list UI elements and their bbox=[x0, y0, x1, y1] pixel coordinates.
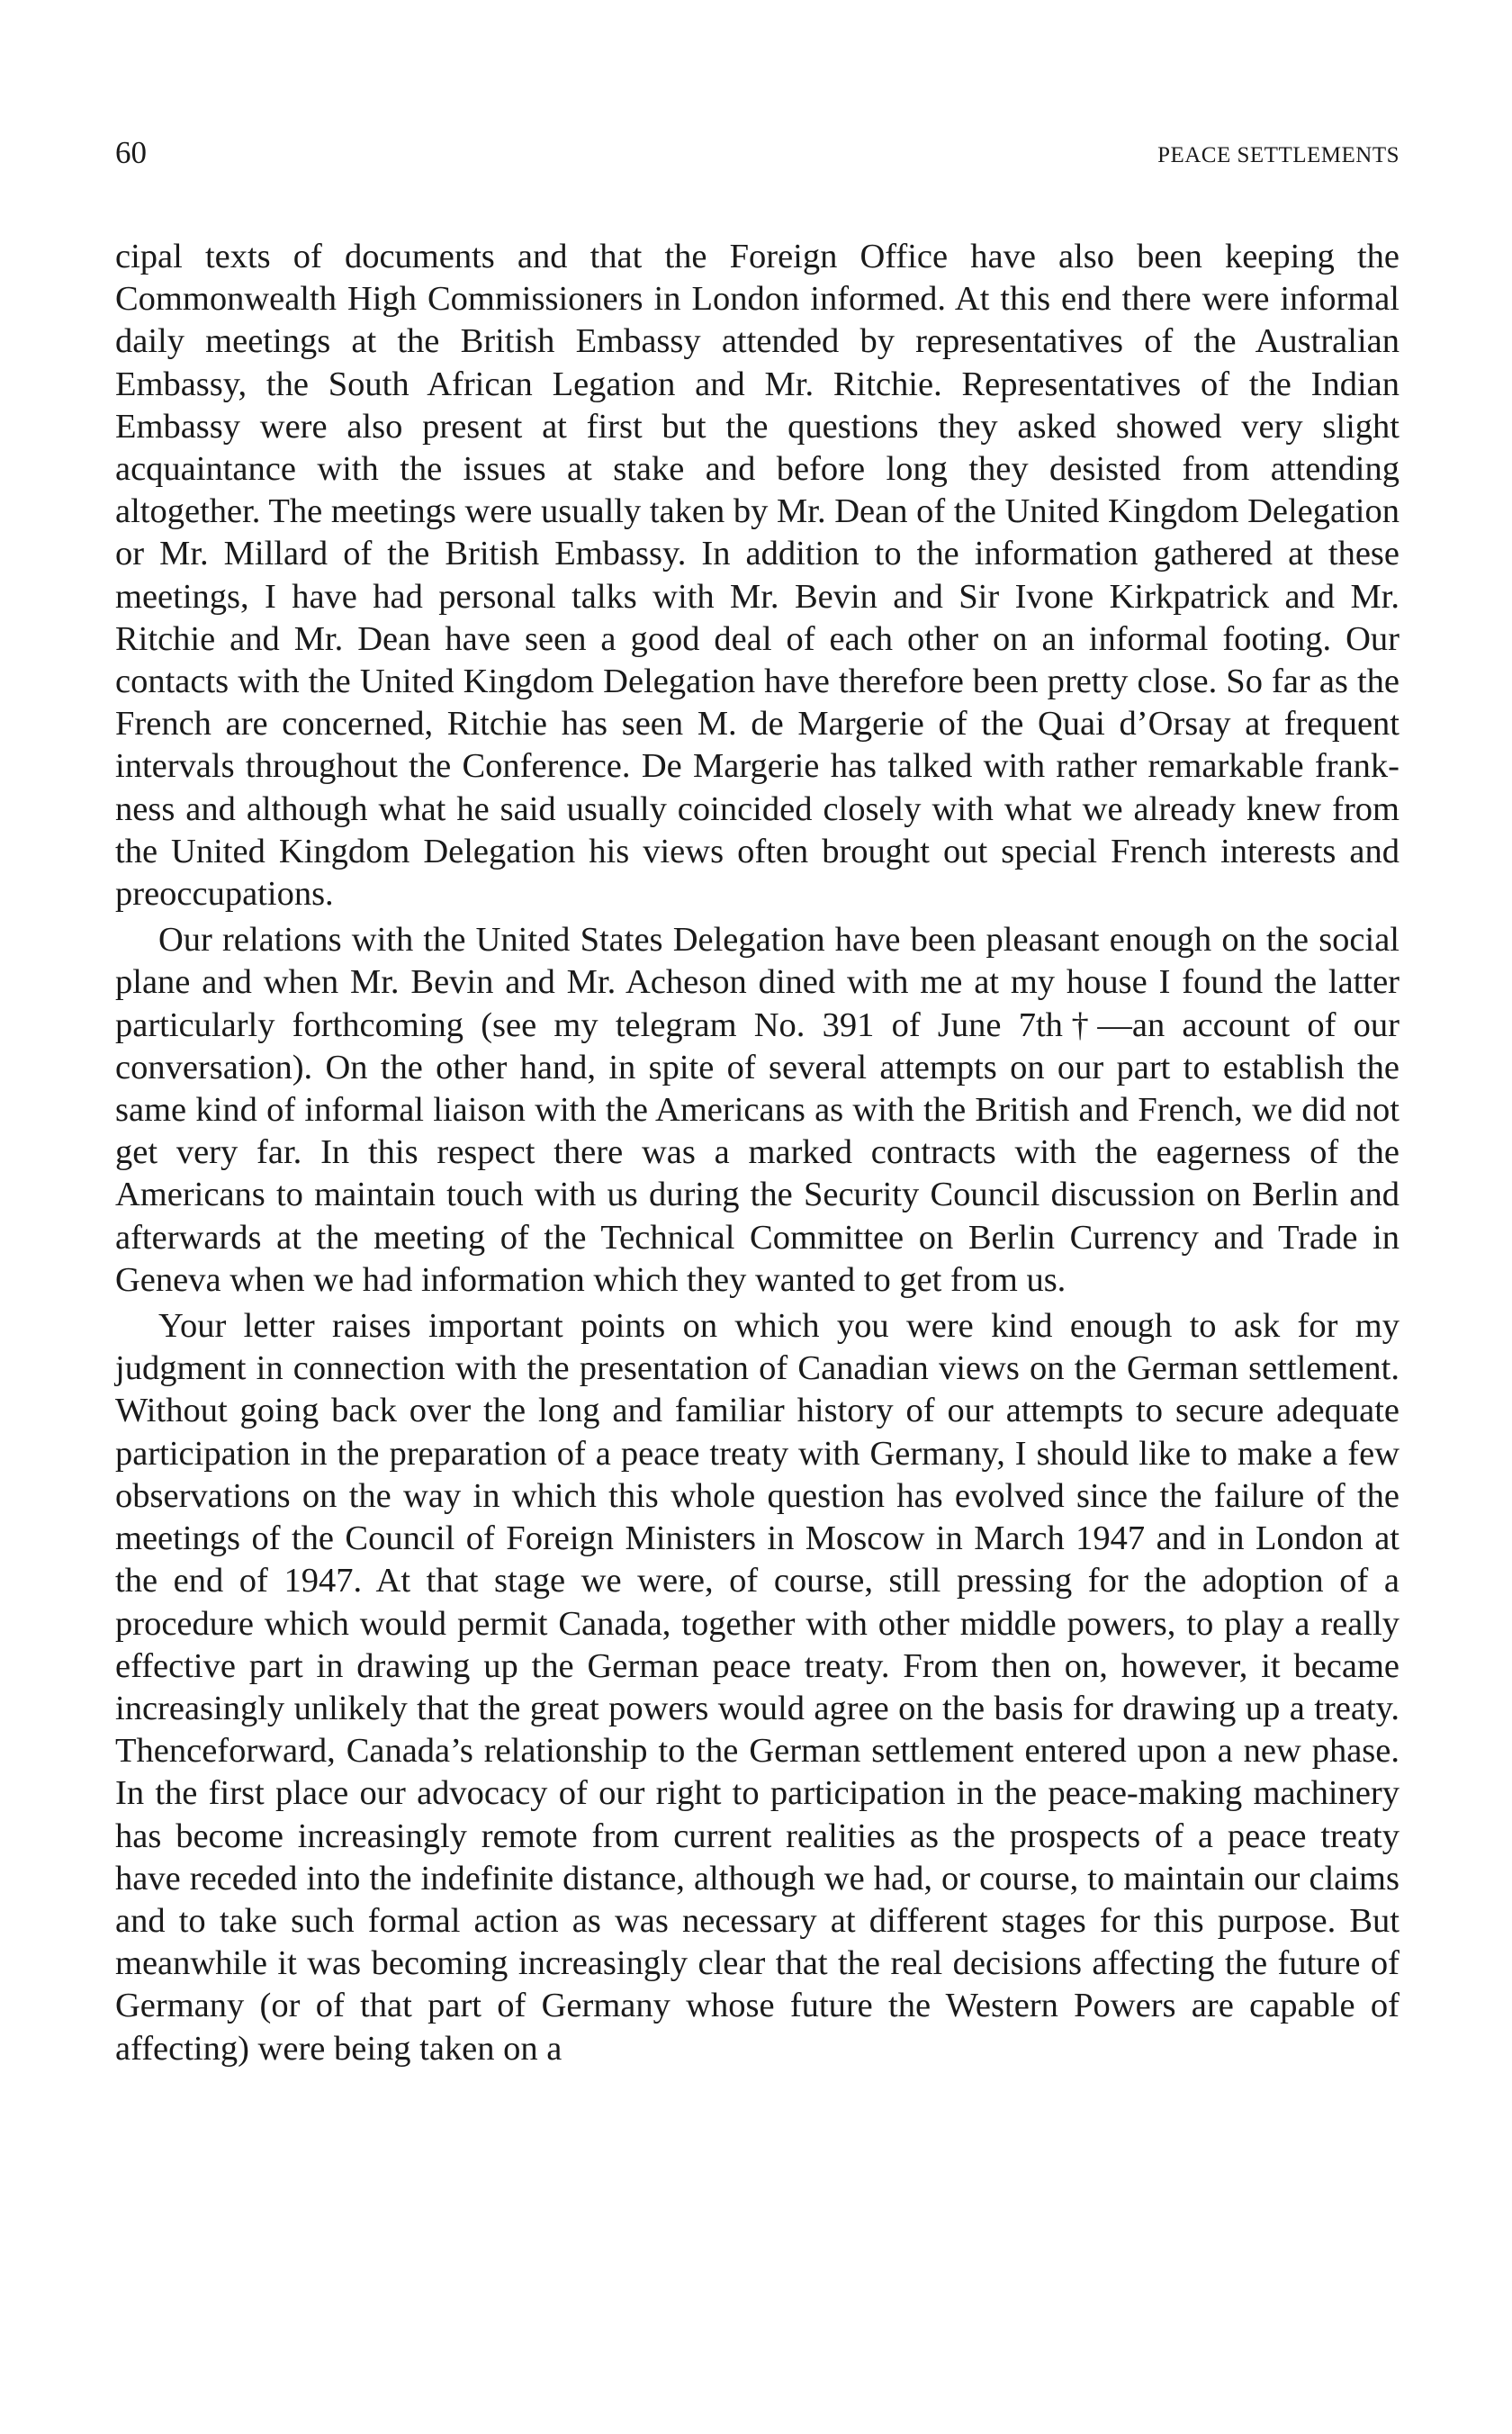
paragraph-1: cipal texts of documents and that the Foreign Office have also been keeping the Commonwealth High Commissioners in London informed. At this end there were informal daily meetings at the British Embassy attended by representatives of the Australian Embassy, the South African Legation and Mr. Ritchie. Representatives of the Indian Embassy were also present at first but the questions they asked showed very slight acquaintance with the issues at stake and before long they desisted from attending altogether. The meetings were usually taken by Mr. Dean of the United Kingdom Delegation or Mr. Millard of the British Embassy. In addition to the information gathered at these meetings, I have had personal talks with Mr. Bevin and Sir Ivone Kirkpatrick and Mr. Ritchie and Mr. Dean have seen a good deal of each other on an informal footing. Our contacts with the United Kingdom Delegation have therefore been pretty close. So far as the French are concerned, Ritchie has seen M. de Margerie of the Quai d’Orsay at frequent intervals throughout the Conference. De Margerie has talked with rather remarkable frankness and although what he said usually coincided closely with what we already knew from the United Kingdom Delegation his views often brought out special French interests and preoccupations. bbox=[115, 238, 1400, 914]
paragraph-2: Our relations with the United States Delegation have been pleasant enough on the social plane and when Mr. Bevin and Mr. Acheson dined with me at my house I found the latter particularly forthcoming (see my telegram No. 391 of June 7th†—an account of our conversation). On the other hand, in spite of several attempts on our part to establish the same kind of informal liaison with the Americans as with the British and French, we did not get very far. In this respect there was a marked contracts with the eagerness of the Americans to maintain touch with us during the Security Council discussion on Berlin and afterwards at the meeting of the Technical Committee on Berlin Currency and Trade in Geneva when we had information which they wanted to get from us. bbox=[115, 921, 1400, 1299]
document-page bbox=[115, 135, 1400, 2070]
running-header bbox=[115, 135, 1400, 189]
page-number: 60 bbox=[115, 135, 147, 170]
body-text bbox=[115, 236, 1400, 2070]
paragraph-3: Your letter raises important points on which you were kind enough to ask for my judgment in connection with the presentation of Canadian views on the German settlement. Without going back over the long and familiar history of our attempts to secure adequate participation in the preparation of a peace treaty with Germany, I should like to make a few observations on the way in which this whole question has evolved since the failure of the meetings of the Council of Foreign Ministers in Moscow in March 1947 and in London at the end of 1947. At that stage we were, of course, still pressing for the adoption of a procedure which would permit Canada, together with other middle powers, to play a really effective part in drawing up the German peace treaty. From then on, however, it became increasingly unlikely that the great powers would agree on the basis for drawing up a treaty. Thenceforward, Canada’s relationship to the German settlement entered upon a new phase. In the first place our advocacy of our right to participation in the peace-making machinery has become increasingly remote from current realities as the prospects of a peace treaty have receded into the indefinite distance, although we had, or course, to maintain our claims and to take such formal action as was necessary at different stages for this purpose. But meanwhile it was becoming increasingly clear that the real decisions affecting the future of Germany (or of that part of Germany whose future the Western Powers are capable of affecting) were being taken on a bbox=[115, 1307, 1400, 2068]
running-title: PEACE SETTLEMENTS bbox=[1157, 143, 1400, 167]
